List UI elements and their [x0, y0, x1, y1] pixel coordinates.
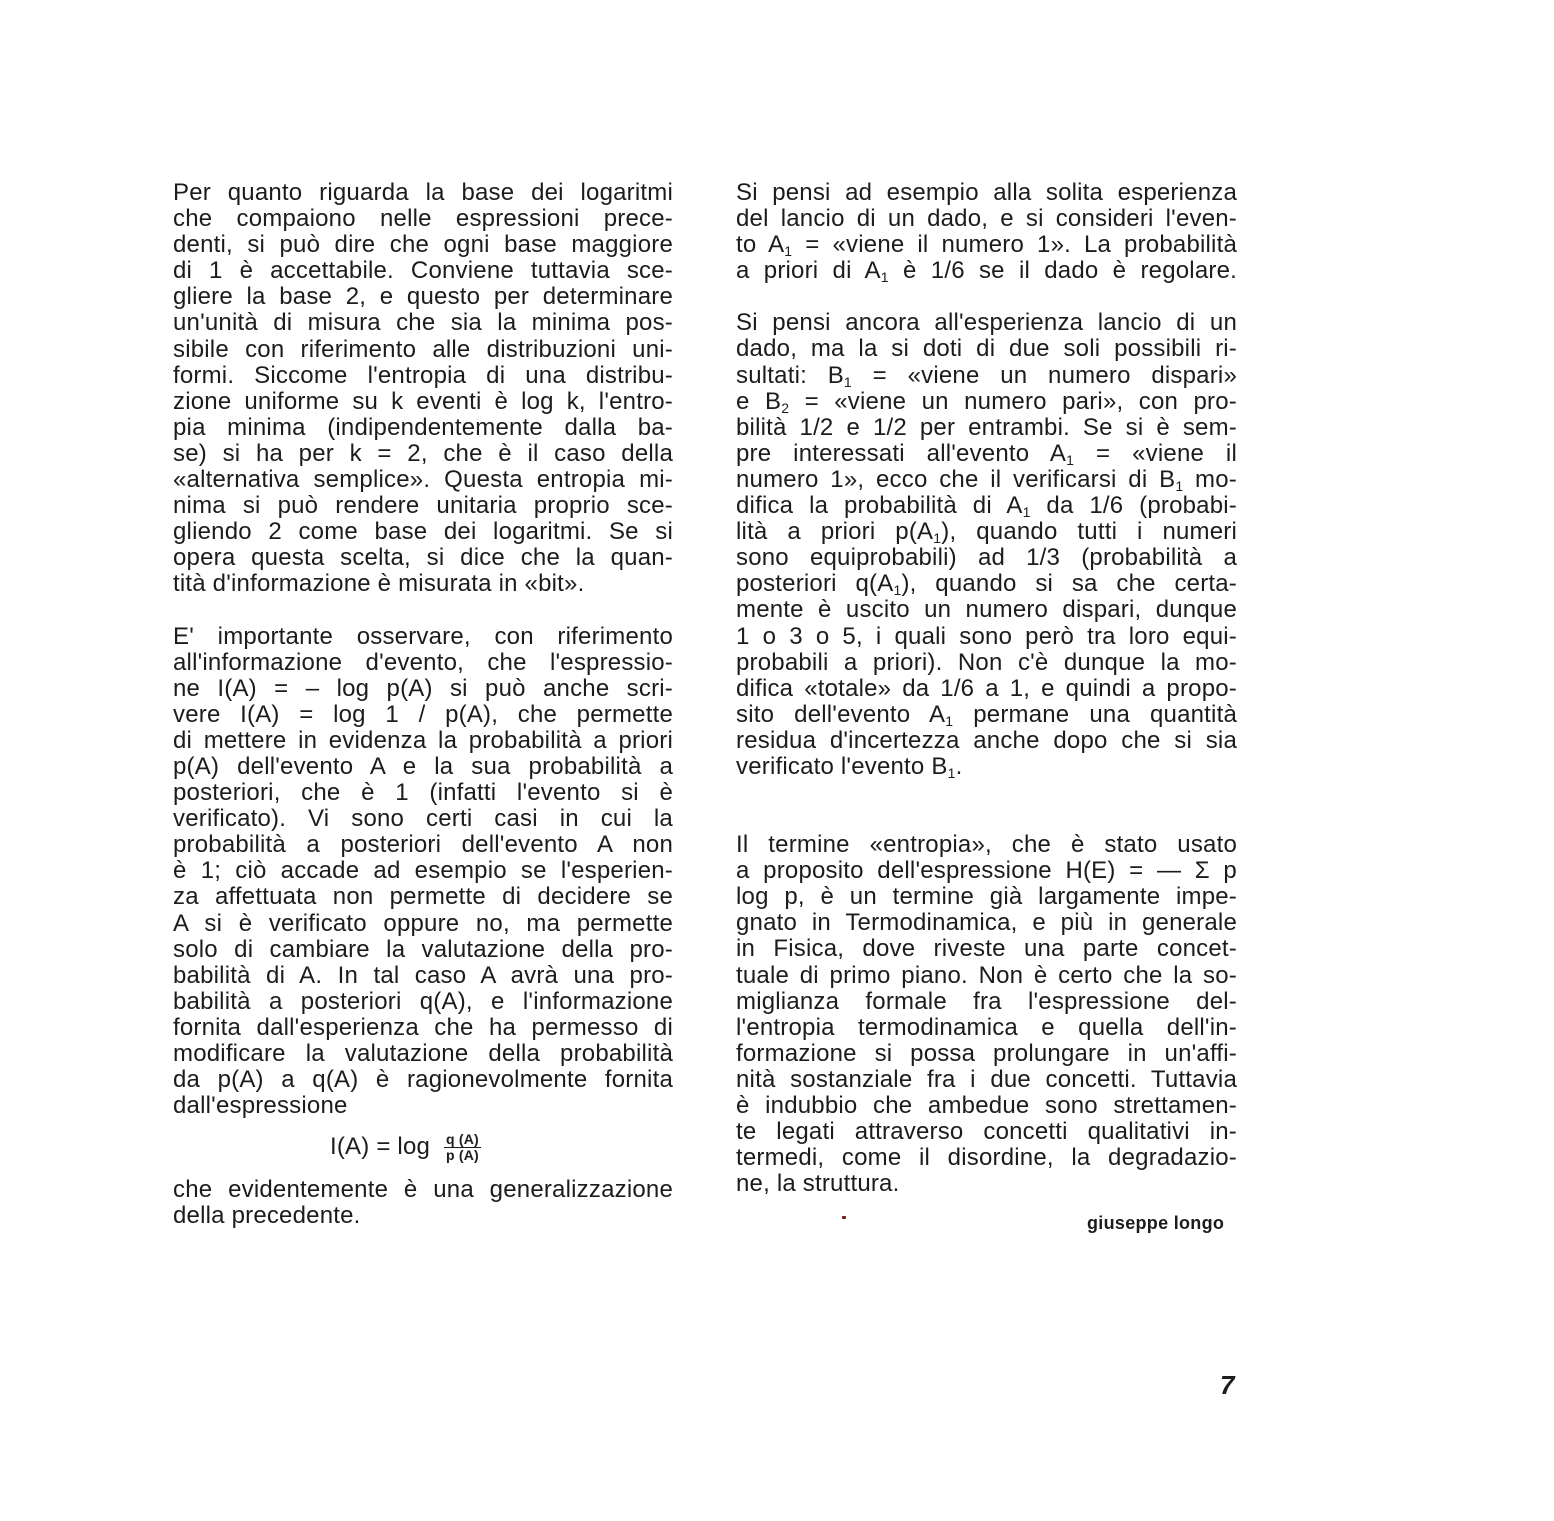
text-line: l'entropia termodinamica e quella dell'in-	[736, 1013, 1237, 1041]
subscript: 1	[1022, 504, 1031, 521]
text-line: è indubbio che ambedue sono strettamen-	[736, 1092, 1237, 1119]
text-run: pre interessati all'evento A	[736, 439, 1067, 467]
left-column	[173, 180, 673, 1229]
text-line: formi. Siccome l'entropia di una distribu-	[173, 361, 673, 389]
text-line: nima si può rendere unitaria proprio sce-	[173, 492, 673, 520]
text-run: da 1/6 (probabi-	[1030, 492, 1238, 520]
right-paragraph-1	[736, 180, 1237, 284]
author-signature: giuseppe longo	[1087, 1213, 1225, 1233]
subscript: 1	[880, 269, 889, 286]
subscript: 1	[1175, 477, 1184, 494]
text-line	[736, 363, 1237, 389]
text-line: Si pensi ad esempio alla solita esperienza	[736, 179, 1237, 206]
text-line: è 1; ciò accade ad esempio se l'esperien-	[173, 857, 673, 885]
text-run: = «viene il	[1074, 439, 1238, 467]
text-line: miglianza formale fra l'espressione del-	[736, 987, 1237, 1015]
text-line: se) si ha per k = 2, che è il caso della	[173, 439, 673, 467]
text-run: ), quando si sa che certa-	[901, 570, 1237, 598]
text-line: residua d'incertezza anche dopo che si sia	[736, 726, 1237, 754]
left-paragraph-1	[173, 180, 673, 598]
text-line: «alternativa semplice». Questa entropia mi-	[173, 466, 673, 494]
text-line: bilità 1/2 e 1/2 per entrambi. Se si è sem-	[736, 413, 1237, 441]
formula-lhs: I(A) = log	[330, 1133, 431, 1161]
text-line: Per quanto riguarda la base dei logaritmi	[173, 179, 673, 206]
text-line: modificare la valutazione della probabilità	[173, 1040, 673, 1067]
text-run: mo-	[1183, 465, 1237, 493]
text-run: to A	[736, 231, 785, 259]
text-line: te legati attraverso concetti qualitativi in-	[736, 1118, 1237, 1146]
text-line	[736, 467, 1237, 493]
text-run: ), quando tutti i numeri	[941, 518, 1238, 546]
text-line: Il termine «entropia», che è stato usato	[736, 831, 1237, 859]
text-line	[736, 493, 1237, 519]
paragraph-gap	[736, 806, 1237, 832]
text-run: e B	[736, 387, 782, 415]
text-line: ne I(A) = – log p(A) si può anche scri-	[173, 674, 673, 702]
text-run: è 1/6 se il dado è regolare.	[888, 257, 1237, 285]
ink-speck	[842, 1216, 846, 1219]
text-line: za affettuata non permette di decidere se	[173, 883, 673, 911]
text-line: pia minima (indipendentemente dalla ba-	[173, 413, 673, 441]
paragraph-gap	[736, 284, 1237, 310]
subscript: 1	[784, 243, 793, 260]
text-line: 1 o 3 o 5, i quali sono però tra loro equi-	[736, 622, 1237, 650]
text-line: log p, è un termine già largamente impe-	[736, 883, 1237, 911]
text-line: mente è uscito un numero dispari, dunque	[736, 596, 1237, 624]
text-line: dall'espressione	[173, 1092, 348, 1120]
right-paragraph-3	[736, 832, 1237, 1197]
text-run: a priori di A	[736, 257, 881, 285]
text-line: di mettere in evidenza la probabilità a priori	[173, 726, 673, 754]
text-line	[736, 389, 1237, 415]
text-run: .	[955, 752, 963, 780]
text-run: posteriori q(A	[736, 570, 894, 598]
text-line: babilità a posteriori q(A), e l'informazione	[173, 987, 673, 1015]
text-line: posteriori, che è 1 (infatti l'evento si è	[173, 779, 673, 807]
formula-denominator: p (A)	[446, 1146, 479, 1163]
text-line	[736, 754, 1237, 780]
text-line: in Fisica, dove riveste una parte concet-	[736, 935, 1237, 963]
text-line	[736, 519, 1237, 545]
page-number: 7	[1220, 1370, 1235, 1400]
left-paragraph-2	[173, 624, 673, 1120]
text-run: permane una quantità	[953, 700, 1237, 728]
text-run: difica la probabilità di A	[736, 492, 1023, 520]
text-line: nità sostanziale fra i due concetti. Tuttavia	[736, 1065, 1237, 1093]
subscript: 1	[843, 373, 852, 390]
text-line: fornita dall'esperienza che ha permesso di	[173, 1013, 673, 1041]
text-line: probabili a priori). Non c'è dunque la mo-	[736, 648, 1237, 676]
text-line: verificato). Vi sono certi casi in cui la	[173, 805, 673, 833]
formula-numerator: q (A)	[446, 1130, 479, 1147]
text-run: = «viene un numero pari», con pro-	[789, 387, 1237, 415]
formula	[330, 1125, 673, 1169]
text-line: sono equiprobabili) ad 1/3 (probabilità a	[736, 544, 1237, 572]
text-line	[736, 258, 1237, 284]
text-run: = «viene il numero 1». La probabilità	[792, 231, 1237, 259]
text-line: formazione si possa prolungare in un'affi-	[736, 1039, 1237, 1067]
text-line: babilità di A. In tal caso A avrà una pro-	[173, 961, 673, 989]
text-line: difica «totale» da 1/6 a 1, e quindi a propo-	[736, 674, 1237, 702]
text-line: gliere la base 2, e questo per determinare	[173, 283, 673, 311]
text-line: all'informazione d'evento, che l'espressio-	[173, 648, 673, 676]
left-paragraph-3	[173, 1177, 673, 1229]
text-line: tuale di primo piano. Non è certo che la so-	[736, 961, 1237, 989]
text-line: probabilità a posteriori dell'evento A non	[173, 831, 673, 859]
text-line: p(A) dell'evento A e la sua probabilità a	[173, 752, 673, 780]
text-line: denti, si può dire che ogni base maggiore	[173, 231, 673, 259]
text-line: Si pensi ancora all'esperienza lancio di un	[736, 309, 1237, 337]
text-run: verificato l'evento B	[736, 752, 948, 780]
right-column	[736, 180, 1237, 1197]
text-line: A si è verificato oppure no, ma permette	[173, 909, 673, 937]
text-line: che compaiono nelle espressioni prece-	[173, 205, 673, 233]
text-line: vere I(A) = log 1 / p(A), che permette	[173, 700, 673, 728]
text-run: sito dell'evento A	[736, 700, 946, 728]
text-line: solo di cambiare la valutazione della pro-	[173, 935, 673, 963]
text-line: tità d'informazione è misurata in «bit».	[173, 570, 585, 598]
text-line: del lancio di un dado, e si consideri l'even-	[736, 205, 1237, 233]
text-line	[736, 571, 1237, 597]
text-line: a proposito dell'espressione H(E) = — Σ p	[736, 857, 1237, 885]
text-line: opera questa scelta, si dice che la quan-	[173, 544, 673, 572]
paragraph-gap	[736, 780, 1237, 806]
text-line: gliendo 2 come base dei logaritmi. Se si	[173, 518, 673, 546]
subscript: 1	[945, 712, 954, 729]
text-line: ne, la struttura.	[736, 1170, 900, 1198]
text-line	[736, 232, 1237, 258]
paragraph-gap	[173, 598, 673, 624]
text-line: termedi, come il disordine, la degradazio-	[736, 1144, 1237, 1172]
subscript: 1	[947, 764, 956, 781]
subscript: 1	[933, 530, 942, 547]
text-line: da p(A) a q(A) è ragionevolmente fornita	[173, 1066, 673, 1094]
subscript: 2	[781, 399, 790, 416]
text-line: di 1 è accettabile. Conviene tuttavia sce-	[173, 257, 673, 285]
text-line: dado, ma la si doti di due soli possibili ri-	[736, 335, 1237, 363]
text-line: E' importante osservare, con riferimento	[173, 622, 673, 650]
text-line: sibile con riferimento alle distribuzioni uni-	[173, 335, 673, 363]
text-line: un'unità di misura che sia la minima pos-	[173, 309, 673, 337]
text-line: gnato in Termodinamica, e più in generale	[736, 909, 1237, 937]
text-run: = «viene un numero dispari»	[851, 361, 1237, 389]
text-line: zione uniforme su k eventi è log k, l'entro-	[173, 387, 673, 415]
subscript: 1	[1066, 451, 1075, 468]
text-run: numero 1», ecco che il verificarsi di B	[736, 465, 1176, 493]
text-line: della precedente.	[173, 1202, 361, 1230]
text-line: che evidentemente è una generalizzazione	[173, 1176, 673, 1204]
text-line	[736, 702, 1237, 728]
right-paragraph-2	[736, 310, 1237, 780]
text-line	[736, 441, 1237, 467]
text-run: sultati: B	[736, 361, 844, 389]
text-run: lità a priori p(A	[736, 518, 934, 546]
formula-fraction	[444, 1132, 481, 1163]
subscript: 1	[893, 582, 902, 599]
